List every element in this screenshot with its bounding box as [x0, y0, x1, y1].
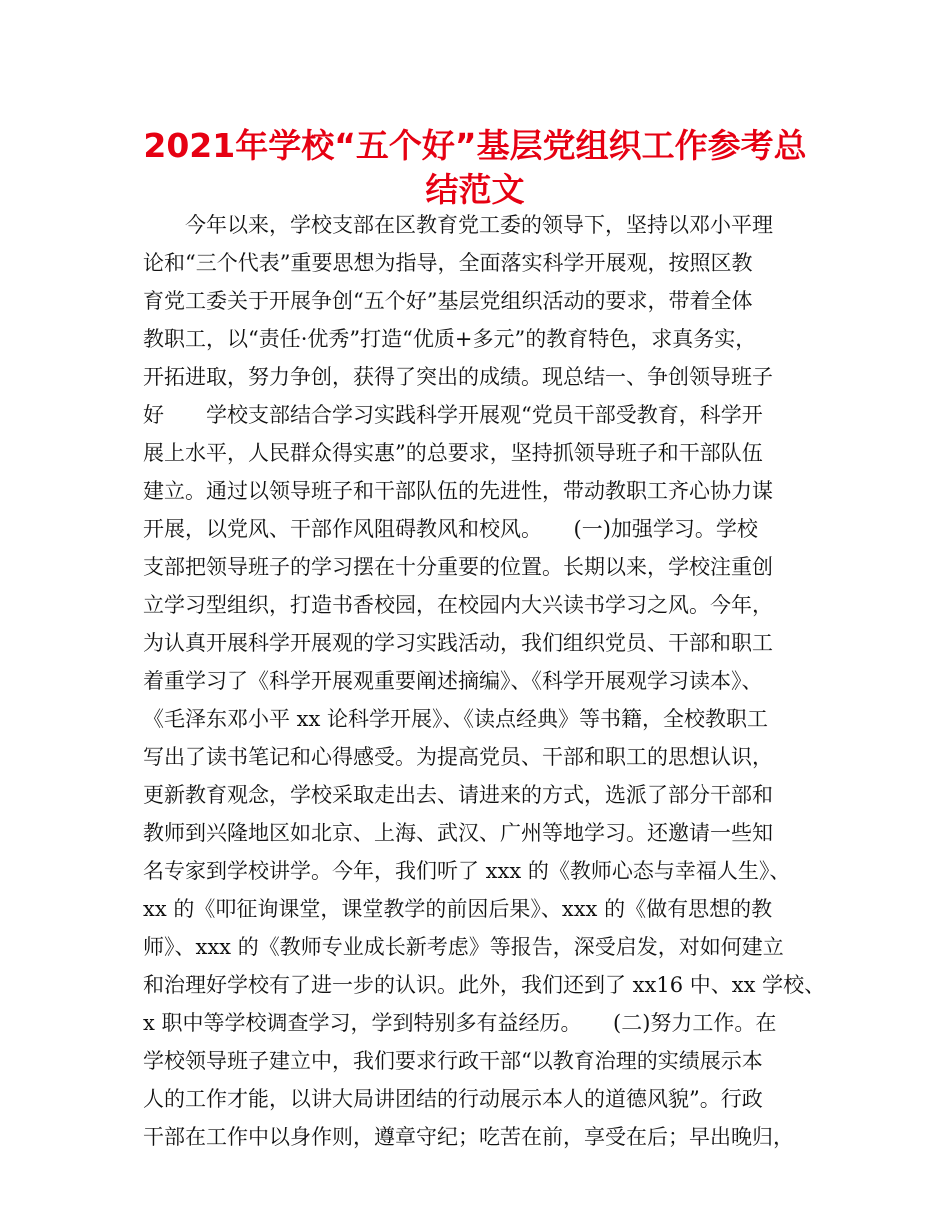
body-line: 立学习型组织，打造书香校园，在校园内大兴读书学习之风。今年，	[143, 593, 773, 617]
body-line: 展上水平，人民群众得实惠”的总要求，坚持抓领导班子和干部队伍	[143, 441, 763, 465]
body-line: 写出了读书笔记和心得感受。为提高党员、干部和职工的思想认识，	[143, 745, 773, 769]
body-line: 人的工作才能，以讲大局讲团结的行动展示本人的道德风貌”。行政	[143, 1087, 763, 1111]
body-line: 育党工委关于开展争创“五个好”基层党组织活动的要求，带着全体	[143, 289, 753, 313]
body-line: 干部在工作中以身作则，遵章守纪；吃苦在前，享受在后；早出晚归，	[143, 1125, 794, 1149]
body-line: 论和“三个代表”重要思想为指导，全面落实科学开展观，按照区教	[143, 251, 753, 275]
body-line: 名专家到学校讲学。今年，我们听了 xxx 的《教师心态与幸福人生》、	[143, 859, 791, 883]
body-line: xx 的《叩征询课堂，课堂教学的前因后果》、xxx 的《做有思想的教	[143, 897, 773, 921]
body-line: x 职中等学校调查学习，学到特别多有益经历。 (二)努力工作。在	[143, 1011, 777, 1035]
body-line: 师》、xxx 的《教师专业成长新考虑》等报告，深受启发，对如何建立	[143, 935, 784, 959]
body-line: 着重学习了《科学开展观重要阐述摘编》、《科学开展观学习读本》、	[143, 669, 763, 693]
body-line: 今年以来，学校支部在区教育党工委的领导下，坚持以邓小平理	[143, 213, 773, 237]
body-line: 建立。通过以领导班子和干部队伍的先进性，带动教职工齐心协力谋	[143, 479, 773, 503]
body-line: 更新教育观念，学校采取走出去、请进来的方式，选派了部分干部和	[143, 783, 773, 807]
document-title-line-2: 结范文	[425, 170, 525, 209]
body-line: 好 学校支部结合学习实践科学开展观“党员干部受教育，科学开	[143, 403, 763, 427]
body-line: 开展，以党风、干部作风阻碍教风和校风。 (一)加强学习。学校	[143, 517, 758, 541]
body-line: 教职工，以“责任·优秀”打造“优质+多元”的教育特色，求真务实，	[143, 327, 757, 351]
body-line: 为认真开展科学开展观的学习实践活动，我们组织党员、干部和职工	[143, 631, 773, 655]
body-line: 和治理好学校有了进一步的认识。此外，我们还到了 xx16 中、xx 学校、	[143, 973, 826, 997]
document-title-line-1: 2021年学校“五个好”基层党组织工作参考总	[143, 126, 807, 165]
body-line: 支部把领导班子的学习摆在十分重要的位置。长期以来，学校注重创	[143, 555, 773, 579]
body-line: 学校领导班子建立中，我们要求行政干部“以教育治理的实绩展示本	[143, 1049, 763, 1073]
document-body	[143, 206, 833, 1156]
body-line: 《毛泽东邓小平 xx 论科学开展》、《读点经典》等书籍，全校教职工	[143, 707, 769, 731]
body-line: 教师到兴隆地区如北京、上海、武汉、广州等地学习。还邀请一些知	[143, 821, 773, 845]
body-line: 开拓进取，努力争创，获得了突出的成绩。现总结一、争创领导班子	[143, 365, 773, 389]
